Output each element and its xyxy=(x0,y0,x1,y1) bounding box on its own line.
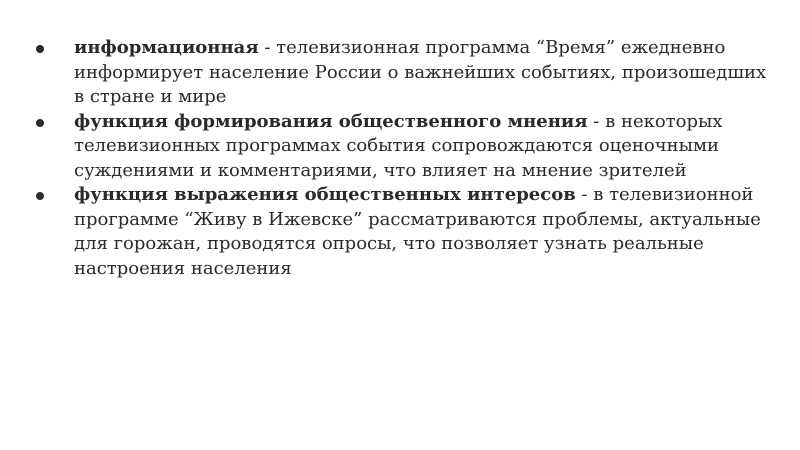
bullet-icon xyxy=(36,192,44,200)
bullet-icon xyxy=(36,119,44,127)
item-term: информационная xyxy=(74,37,259,58)
bullet-list xyxy=(36,36,776,281)
list-item xyxy=(36,110,776,184)
list-item xyxy=(36,183,776,281)
item-description: - в телевизионной программе “Живу в Ижевске” рассматриваются проблемы, актуальные для горожан, проводятся опросы, что позволяет узнать реальные настроения населения xyxy=(74,184,761,279)
item-description: - телевизионная программа “Время” ежедневно информирует население России о важнейших событиях, произошедших в стране и мире xyxy=(74,37,767,107)
bullet-icon xyxy=(36,45,44,53)
item-description: - в некоторых телевизионных программах события сопровождаются оценочными суждениями и комментариями, что влияет на мнение зрителей xyxy=(74,110,723,181)
list-item xyxy=(36,36,776,110)
item-term: функция формирования общественного мнения xyxy=(74,110,588,132)
item-term: функция выражения общественных интересов xyxy=(74,184,576,205)
